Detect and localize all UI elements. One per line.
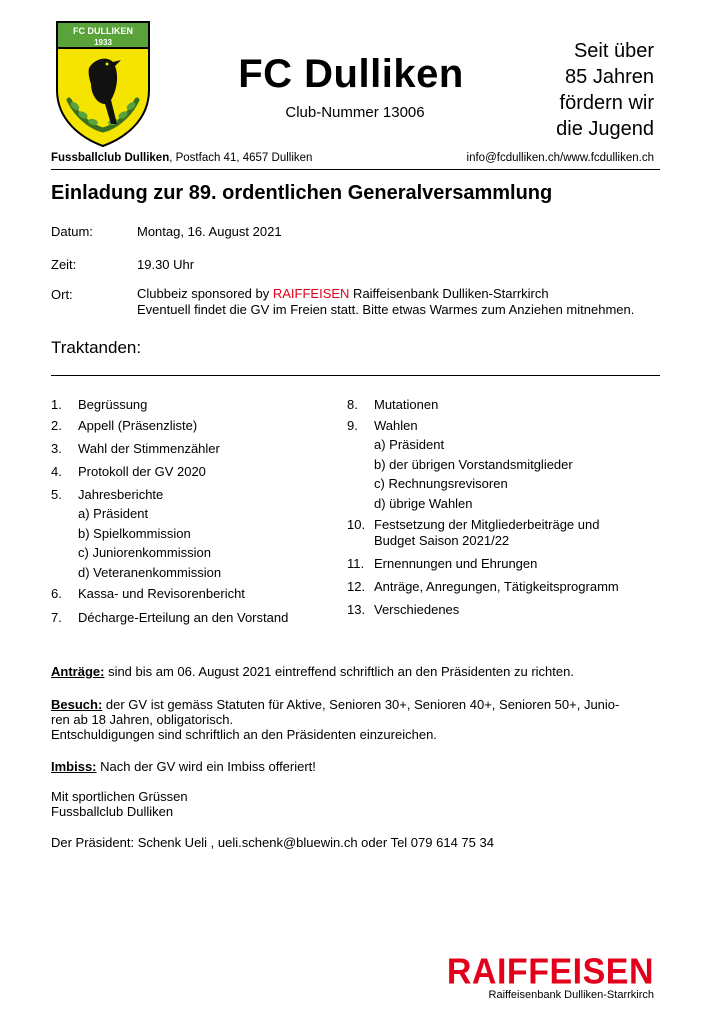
address-details: , Postfach 41, 4657 Dulliken	[169, 152, 313, 164]
agenda-divider	[51, 375, 660, 376]
ort-brand: RAIFFEISEN	[272, 286, 350, 301]
agenda-heading: Traktanden:	[51, 338, 142, 357]
greeting-line: Mit sportlichen Grüssen	[51, 789, 188, 804]
raiffeisen-brand: RAIFFEISEN	[446, 952, 654, 992]
crest-year-text: 1933	[94, 38, 112, 47]
agenda-subitem: a) Präsident	[374, 437, 445, 452]
address-club-name: Fussballclub Dulliken	[51, 152, 170, 164]
greeting-line: Fussballclub Dulliken	[51, 804, 174, 819]
agenda-item-continued: Budget Saison 2021/22	[374, 533, 510, 548]
imbiss-label: Imbiss:	[51, 759, 97, 774]
datum-value: Montag, 16. August 2021	[137, 224, 282, 239]
ort-note: Eventuell findet die GV im Freien statt. Bitte etwas Warmes zum Anziehen mitnehmen.	[137, 302, 635, 317]
document-title: Einladung zur 89. ordentlichen Generalversammlung	[51, 182, 553, 204]
ort-value	[137, 286, 634, 318]
agenda-subitem: a) Präsident	[78, 506, 149, 521]
ort-suffix: Raiffeisenbank Dulliken-Starrkirch	[349, 286, 549, 301]
agenda-subitem: c) Rechnungsrevisoren	[374, 476, 508, 491]
ort-prefix: Clubbeiz sponsored by	[137, 286, 273, 301]
antraege-label: Anträge:	[51, 664, 105, 679]
raiffeisen-subtitle: Raiffeisenbank Dulliken-Starrkirch	[488, 989, 654, 1001]
ort-label: Ort:	[51, 287, 73, 302]
imbiss-note	[51, 759, 661, 774]
club-name-heading: FC Dulliken	[238, 52, 464, 96]
besuch-text: der GV ist gemäss Statuten für Aktive, Senioren 30+, Senioren 40+, Senioren 50+, Junio-	[102, 697, 620, 712]
slogan	[494, 38, 654, 142]
header-divider	[51, 169, 660, 170]
imbiss-text: Nach der GV wird ein Imbiss offeriert!	[96, 759, 316, 774]
datum-label: Datum:	[51, 224, 93, 239]
antraege-note	[51, 664, 661, 679]
besuch-note	[51, 697, 661, 742]
club-number: Club-Nummer 13006	[285, 104, 425, 121]
club-address	[51, 152, 312, 164]
slogan-line: fördern wir	[559, 92, 654, 114]
agenda-right-column: 8. Mutationen 9. Wahlen a) Präsident b) der übrigen Vorstandsmitglieder c) Rechnungsrevisoren d) übrige Wahlen 10. Festsetzung der Mitgliederbeiträge und Budget Saison 2021/22 11. Ernennungen und Ehrungen 12. Anträge, Anregungen, Tätigkeitsprogramm 13. Verschiedenes	[347, 397, 619, 617]
antraege-text: sind bis am 06. August 2021 eintreffend schriftlich an den Präsidenten zu richten.	[104, 664, 574, 679]
agenda-subitem: c) Juniorenkommission	[78, 545, 211, 560]
agenda-subitem: b) der übrigen Vorstandsmitglieder	[374, 457, 573, 472]
crest-name-text: FC DULLIKEN	[73, 26, 133, 36]
agenda-subitem: b) Spielkommission	[78, 526, 191, 541]
besuch-line2: ren ab 18 Jahren, obligatorisch.	[51, 712, 234, 727]
agenda-subitem: d) Veteranenkommission	[78, 565, 222, 580]
slogan-line: 85 Jahren	[565, 66, 654, 88]
besuch-label: Besuch:	[51, 697, 103, 712]
slogan-line: die Jugend	[556, 118, 654, 140]
closing-greeting	[51, 789, 661, 819]
president-contact: Der Präsident: Schenk Ueli , ueli.schenk@bluewin.ch oder Tel 079 614 75 34	[51, 835, 494, 850]
zeit-value: 19.30 Uhr	[137, 257, 195, 272]
besuch-line3: Entschuldigungen sind schriftlich an den Präsidenten einzureichen.	[51, 727, 437, 742]
agenda-subitem: d) übrige Wahlen	[374, 496, 473, 511]
slogan-line: Seit über	[573, 40, 654, 62]
zeit-label: Zeit:	[51, 257, 77, 272]
raiffeisen-logo	[446, 952, 654, 1002]
club-contact: info@fcdulliken.ch/www.fcdulliken.ch	[466, 152, 654, 164]
agenda-left-column: 1. Begrüssung 2. Appell (Präsenzliste) 3. Wahl der Stimmenzähler 4. Protokoll der GV 2020 5. Jahresberichte a) Präsident b) Spielkommission c) Juniorenkommission d) Veteranenkommission 6. Kassa- und Revisorenbericht 7. Décharge-Erteilung an den Vorstand	[51, 397, 289, 625]
